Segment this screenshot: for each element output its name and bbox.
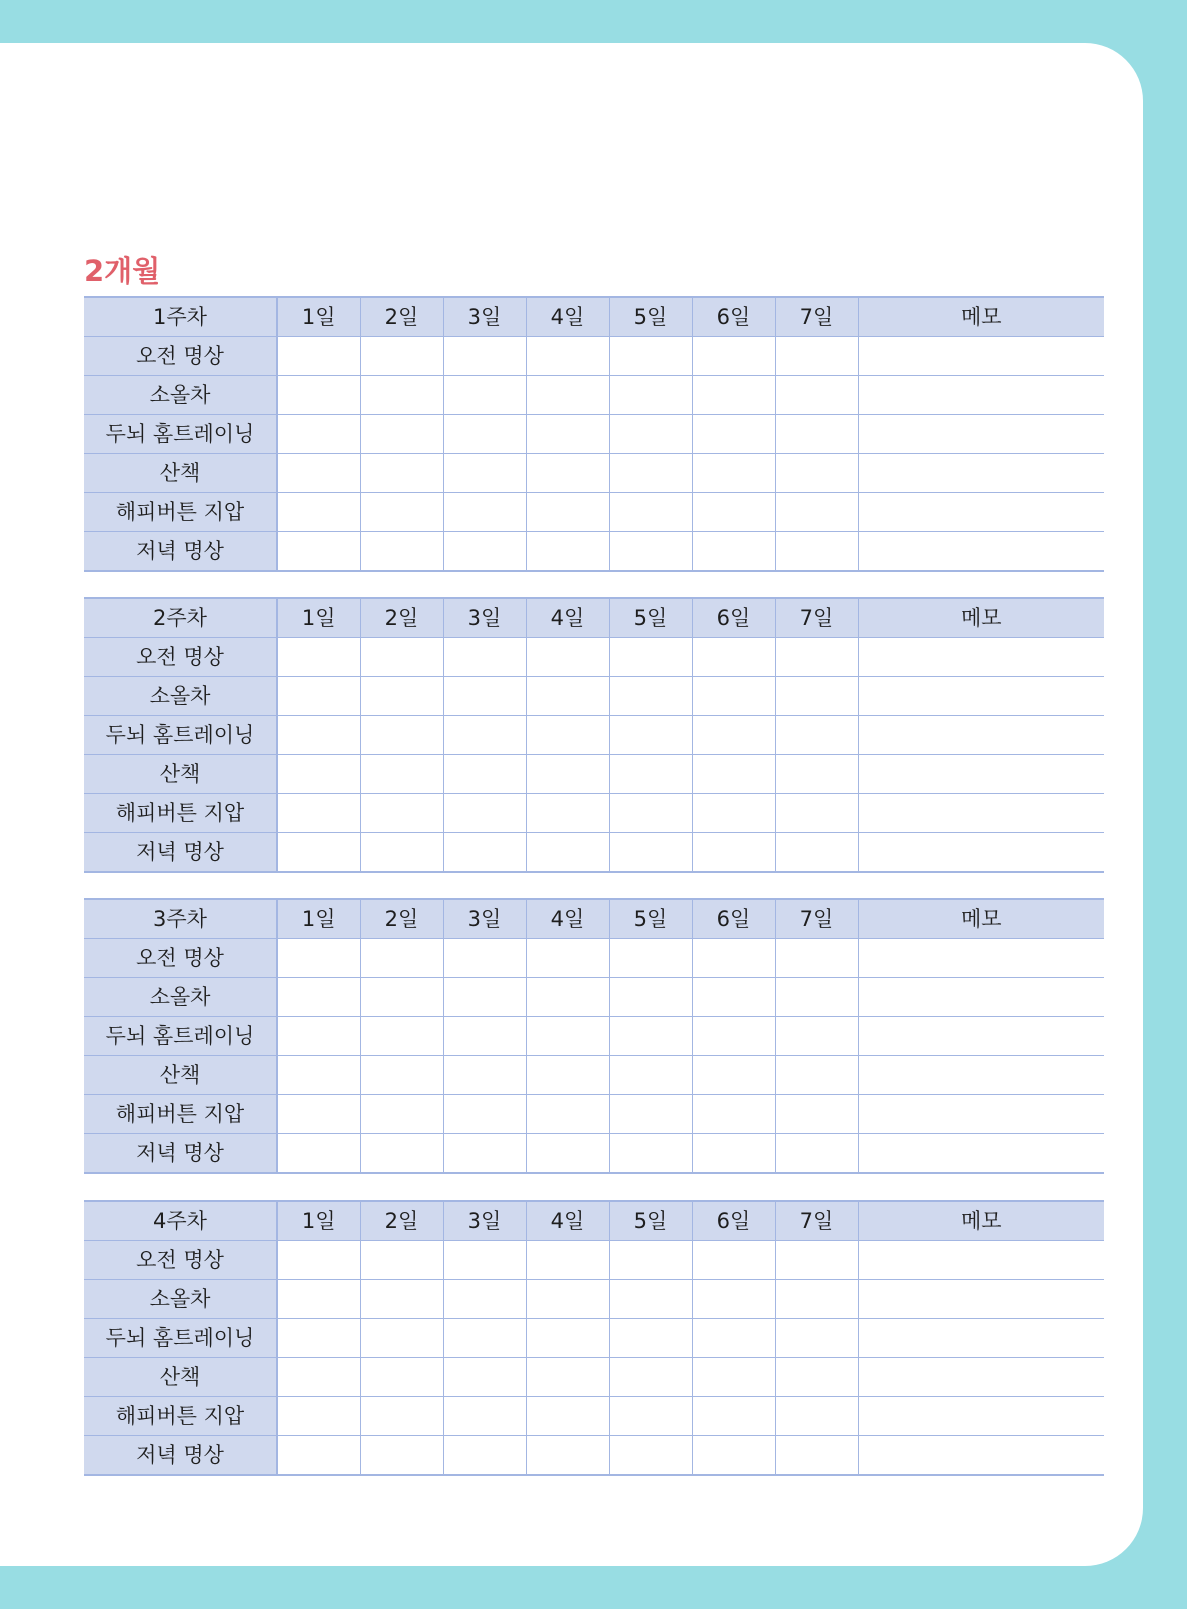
activity-row [84,415,1104,454]
check-cell[interactable] [277,1358,360,1397]
week-header-row [84,297,1104,337]
check-cell[interactable] [692,1134,775,1174]
activity-row [84,454,1104,493]
check-cell[interactable] [277,1436,360,1476]
check-cell[interactable] [692,1241,775,1280]
memo-cell[interactable] [858,755,1104,794]
check-cell[interactable] [360,833,443,873]
week-label: 3주차 [84,899,277,939]
check-cell[interactable] [360,1017,443,1056]
day-column-header: 2일 [360,1201,443,1241]
check-cell[interactable] [443,1017,526,1056]
memo-cell[interactable] [858,939,1104,978]
day-column-header: 7일 [775,297,858,337]
check-cell[interactable] [775,794,858,833]
day-column-header: 1일 [277,297,360,337]
check-cell[interactable] [609,1017,692,1056]
activity-label: 저녁 명상 [84,833,277,873]
check-cell[interactable] [443,1397,526,1436]
activity-label: 해피버튼 지압 [84,1095,277,1134]
check-cell[interactable] [775,1280,858,1319]
check-cell[interactable] [360,939,443,978]
check-cell[interactable] [443,1358,526,1397]
check-cell[interactable] [526,978,609,1017]
check-cell[interactable] [526,1017,609,1056]
check-cell[interactable] [775,337,858,376]
check-cell[interactable] [443,337,526,376]
week-header-row [84,899,1104,939]
week-table [84,1200,1104,1476]
check-cell[interactable] [692,1017,775,1056]
memo-cell[interactable] [858,1017,1104,1056]
memo-cell[interactable] [858,1280,1104,1319]
check-cell[interactable] [609,376,692,415]
check-cell[interactable] [526,1056,609,1095]
check-cell[interactable] [277,755,360,794]
activity-label: 소올차 [84,1280,277,1319]
check-cell[interactable] [360,532,443,572]
check-cell[interactable] [277,415,360,454]
week-table [84,898,1104,1174]
check-cell[interactable] [609,1095,692,1134]
check-cell[interactable] [775,493,858,532]
activity-row [84,833,1104,873]
check-cell[interactable] [692,1358,775,1397]
memo-cell[interactable] [858,454,1104,493]
day-column-header: 3일 [443,899,526,939]
check-cell[interactable] [692,1397,775,1436]
day-column-header: 5일 [609,297,692,337]
check-cell[interactable] [775,939,858,978]
check-cell[interactable] [692,677,775,716]
activity-row [84,1134,1104,1174]
activity-label: 산책 [84,1358,277,1397]
check-cell[interactable] [360,337,443,376]
memo-column-header: 메모 [858,297,1104,337]
check-cell[interactable] [443,638,526,677]
check-cell[interactable] [609,833,692,873]
check-cell[interactable] [277,1241,360,1280]
memo-cell[interactable] [858,532,1104,572]
check-cell[interactable] [443,794,526,833]
check-cell[interactable] [277,939,360,978]
check-cell[interactable] [775,755,858,794]
check-cell[interactable] [277,1017,360,1056]
activity-row [84,1017,1104,1056]
activity-label: 산책 [84,454,277,493]
activity-label: 오전 명상 [84,337,277,376]
check-cell[interactable] [775,1436,858,1476]
activity-row [84,376,1104,415]
activity-row [84,1358,1104,1397]
activity-row [84,638,1104,677]
check-cell[interactable] [443,532,526,572]
memo-cell[interactable] [858,415,1104,454]
check-cell[interactable] [443,716,526,755]
day-column-header: 7일 [775,899,858,939]
week-label: 2주차 [84,598,277,638]
check-cell[interactable] [526,1436,609,1476]
check-cell[interactable] [277,716,360,755]
check-cell[interactable] [277,978,360,1017]
check-cell[interactable] [526,1397,609,1436]
check-cell[interactable] [692,493,775,532]
check-cell[interactable] [609,1397,692,1436]
activity-row [84,1397,1104,1436]
activity-row [84,978,1104,1017]
check-cell[interactable] [443,978,526,1017]
check-cell[interactable] [692,716,775,755]
check-cell[interactable] [775,1319,858,1358]
activity-row [84,677,1104,716]
memo-cell[interactable] [858,1095,1104,1134]
check-cell[interactable] [277,1134,360,1174]
check-cell[interactable] [692,376,775,415]
check-cell[interactable] [360,1280,443,1319]
check-cell[interactable] [692,454,775,493]
check-cell[interactable] [360,978,443,1017]
check-cell[interactable] [609,1358,692,1397]
check-cell[interactable] [277,794,360,833]
check-cell[interactable] [277,376,360,415]
check-cell[interactable] [277,1095,360,1134]
check-cell[interactable] [277,532,360,572]
activity-row [84,1436,1104,1476]
memo-cell[interactable] [858,978,1104,1017]
check-cell[interactable] [360,454,443,493]
activity-label: 저녁 명상 [84,1436,277,1476]
check-cell[interactable] [526,376,609,415]
check-cell[interactable] [526,638,609,677]
activity-row [84,493,1104,532]
check-cell[interactable] [609,415,692,454]
week-header-row [84,1201,1104,1241]
check-cell[interactable] [609,677,692,716]
check-cell[interactable] [775,1397,858,1436]
check-cell[interactable] [443,939,526,978]
check-cell[interactable] [609,755,692,794]
check-cell[interactable] [692,1319,775,1358]
check-cell[interactable] [360,794,443,833]
check-cell[interactable] [692,939,775,978]
activity-label: 두뇌 홈트레이닝 [84,415,277,454]
check-cell[interactable] [443,1436,526,1476]
check-cell[interactable] [609,454,692,493]
check-cell[interactable] [609,1436,692,1476]
check-cell[interactable] [775,978,858,1017]
check-cell[interactable] [277,1319,360,1358]
memo-cell[interactable] [858,794,1104,833]
day-column-header: 4일 [526,1201,609,1241]
activity-row [84,1056,1104,1095]
activity-row [84,794,1104,833]
check-cell[interactable] [526,1319,609,1358]
memo-cell[interactable] [858,376,1104,415]
check-cell[interactable] [277,638,360,677]
check-cell[interactable] [692,1056,775,1095]
check-cell[interactable] [692,833,775,873]
check-cell[interactable] [609,337,692,376]
check-cell[interactable] [526,833,609,873]
check-cell[interactable] [360,677,443,716]
memo-cell[interactable] [858,1397,1104,1436]
activity-label: 산책 [84,755,277,794]
day-column-header: 1일 [277,899,360,939]
memo-cell[interactable] [858,833,1104,873]
check-cell[interactable] [609,978,692,1017]
check-cell[interactable] [692,755,775,794]
check-cell[interactable] [360,376,443,415]
check-cell[interactable] [609,939,692,978]
activity-label: 소올차 [84,978,277,1017]
check-cell[interactable] [277,677,360,716]
activity-label: 오전 명상 [84,939,277,978]
check-cell[interactable] [526,454,609,493]
activity-label: 저녁 명상 [84,1134,277,1174]
check-cell[interactable] [526,755,609,794]
check-cell[interactable] [526,716,609,755]
check-cell[interactable] [526,1280,609,1319]
week-header-row [84,598,1104,638]
activity-label: 두뇌 홈트레이닝 [84,1319,277,1358]
day-column-header: 4일 [526,899,609,939]
check-cell[interactable] [360,1134,443,1174]
check-cell[interactable] [443,677,526,716]
check-cell[interactable] [775,1358,858,1397]
check-cell[interactable] [277,1056,360,1095]
check-cell[interactable] [443,1134,526,1174]
activity-row [84,939,1104,978]
check-cell[interactable] [360,1358,443,1397]
check-cell[interactable] [277,337,360,376]
memo-cell[interactable] [858,1436,1104,1476]
check-cell[interactable] [443,1095,526,1134]
check-cell[interactable] [526,794,609,833]
check-cell[interactable] [609,716,692,755]
check-cell[interactable] [443,755,526,794]
check-cell[interactable] [526,1095,609,1134]
memo-cell[interactable] [858,716,1104,755]
activity-row [84,716,1104,755]
activity-row [84,1095,1104,1134]
day-column-header: 7일 [775,1201,858,1241]
check-cell[interactable] [609,1056,692,1095]
check-cell[interactable] [692,1095,775,1134]
week-table [84,597,1104,873]
week-label: 4주차 [84,1201,277,1241]
check-cell[interactable] [692,794,775,833]
check-cell[interactable] [775,833,858,873]
check-cell[interactable] [775,1017,858,1056]
day-column-header: 4일 [526,598,609,638]
activity-row [84,1319,1104,1358]
check-cell[interactable] [526,415,609,454]
check-cell[interactable] [443,1056,526,1095]
check-cell[interactable] [609,1241,692,1280]
check-cell[interactable] [692,532,775,572]
memo-cell[interactable] [858,1241,1104,1280]
day-column-header: 2일 [360,297,443,337]
activity-label: 두뇌 홈트레이닝 [84,1017,277,1056]
check-cell[interactable] [360,493,443,532]
day-column-header: 1일 [277,598,360,638]
day-column-header: 2일 [360,598,443,638]
check-cell[interactable] [692,415,775,454]
activity-label: 소올차 [84,376,277,415]
activity-row [84,1280,1104,1319]
memo-cell[interactable] [858,677,1104,716]
check-cell[interactable] [775,716,858,755]
check-cell[interactable] [443,493,526,532]
day-column-header: 3일 [443,1201,526,1241]
check-cell[interactable] [443,376,526,415]
activity-row [84,1241,1104,1280]
check-cell[interactable] [360,716,443,755]
check-cell[interactable] [360,1241,443,1280]
activity-label: 오전 명상 [84,1241,277,1280]
check-cell[interactable] [360,638,443,677]
week-table [84,296,1104,572]
check-cell[interactable] [526,493,609,532]
day-column-header: 4일 [526,297,609,337]
check-cell[interactable] [360,1095,443,1134]
check-cell[interactable] [526,1134,609,1174]
check-cell[interactable] [360,1319,443,1358]
memo-cell[interactable] [858,1319,1104,1358]
check-cell[interactable] [443,1319,526,1358]
memo-cell[interactable] [858,1358,1104,1397]
memo-cell[interactable] [858,493,1104,532]
day-column-header: 6일 [692,297,775,337]
activity-label: 두뇌 홈트레이닝 [84,716,277,755]
memo-cell[interactable] [858,1056,1104,1095]
check-cell[interactable] [775,532,858,572]
day-column-header: 1일 [277,1201,360,1241]
check-cell[interactable] [609,493,692,532]
activity-label: 소올차 [84,677,277,716]
check-cell[interactable] [775,1095,858,1134]
check-cell[interactable] [443,415,526,454]
activity-label: 저녁 명상 [84,532,277,572]
activity-label: 오전 명상 [84,638,277,677]
week-label: 1주차 [84,297,277,337]
check-cell[interactable] [360,1056,443,1095]
day-column-header: 2일 [360,899,443,939]
day-column-header: 5일 [609,1201,692,1241]
day-column-header: 5일 [609,899,692,939]
activity-row [84,532,1104,572]
check-cell[interactable] [609,532,692,572]
check-cell[interactable] [609,1280,692,1319]
check-cell[interactable] [692,1436,775,1476]
memo-cell[interactable] [858,337,1104,376]
check-cell[interactable] [277,454,360,493]
memo-column-header: 메모 [858,1201,1104,1241]
check-cell[interactable] [277,833,360,873]
check-cell[interactable] [609,1319,692,1358]
check-cell[interactable] [360,755,443,794]
day-column-header: 6일 [692,1201,775,1241]
check-cell[interactable] [443,1241,526,1280]
check-cell[interactable] [692,337,775,376]
check-cell[interactable] [526,677,609,716]
memo-column-header: 메모 [858,598,1104,638]
memo-cell[interactable] [858,638,1104,677]
activity-label: 해피버튼 지압 [84,493,277,532]
check-cell[interactable] [526,337,609,376]
page-title: 2개월 [84,254,161,288]
check-cell[interactable] [526,939,609,978]
activity-label: 산책 [84,1056,277,1095]
check-cell[interactable] [609,638,692,677]
check-cell[interactable] [775,677,858,716]
check-cell[interactable] [775,376,858,415]
day-column-header: 3일 [443,598,526,638]
check-cell[interactable] [609,1134,692,1174]
day-column-header: 3일 [443,297,526,337]
check-cell[interactable] [360,415,443,454]
activity-row [84,337,1104,376]
day-column-header: 7일 [775,598,858,638]
check-cell[interactable] [692,978,775,1017]
check-cell[interactable] [443,1280,526,1319]
activity-label: 해피버튼 지압 [84,794,277,833]
check-cell[interactable] [692,638,775,677]
check-cell[interactable] [526,1241,609,1280]
day-column-header: 6일 [692,899,775,939]
day-column-header: 6일 [692,598,775,638]
check-cell[interactable] [775,1241,858,1280]
memo-cell[interactable] [858,1134,1104,1174]
check-cell[interactable] [360,1397,443,1436]
activity-label: 해피버튼 지압 [84,1397,277,1436]
check-cell[interactable] [775,454,858,493]
check-cell[interactable] [277,493,360,532]
check-cell[interactable] [360,1436,443,1476]
check-cell[interactable] [692,1280,775,1319]
check-cell[interactable] [775,1056,858,1095]
check-cell[interactable] [277,1397,360,1436]
check-cell[interactable] [526,532,609,572]
memo-column-header: 메모 [858,899,1104,939]
check-cell[interactable] [526,1358,609,1397]
check-cell[interactable] [609,794,692,833]
day-column-header: 5일 [609,598,692,638]
activity-row [84,755,1104,794]
check-cell[interactable] [443,833,526,873]
check-cell[interactable] [443,454,526,493]
check-cell[interactable] [775,638,858,677]
check-cell[interactable] [775,415,858,454]
check-cell[interactable] [277,1280,360,1319]
check-cell[interactable] [775,1134,858,1174]
